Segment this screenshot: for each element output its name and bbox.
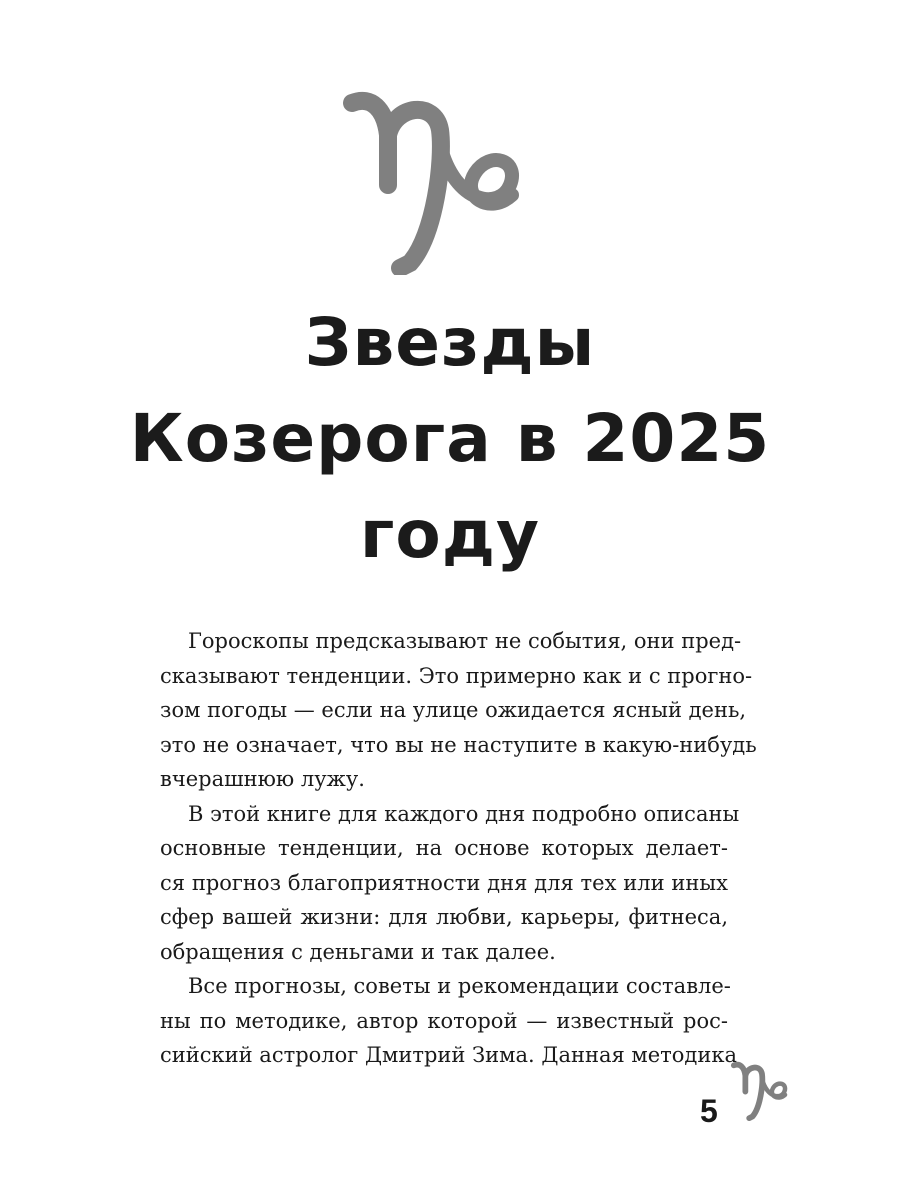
page-title: [0, 295, 900, 583]
text-line: Гороскопы предсказывают не события, они пред-: [188, 629, 742, 653]
text-line: ны по методике, автор которой — известный рос-: [160, 1008, 728, 1033]
paragraph-1: [160, 624, 757, 797]
text-line: вчерашнюю лужу.: [160, 767, 365, 791]
text-line: основные тенденции, на основе которых делает-: [160, 836, 728, 860]
text-line: ся прогноз благоприятности дня для тех или иных: [160, 870, 728, 895]
paragraph-3: [160, 969, 737, 1073]
text-line: сфер вашей жизни: для любви, карьеры, фитнеса,: [160, 905, 728, 929]
body-text: [160, 624, 757, 1073]
text-line: Все прогнозы, советы и рекомендации составле-: [188, 974, 731, 998]
capricorn-icon: [730, 1055, 794, 1125]
text-line: сказывают тенденции. Это примерно как и с прогно-: [160, 663, 753, 688]
text-line: это не означает, что вы не наступите в какую-нибудь: [160, 732, 757, 757]
page-number: 5: [700, 1093, 718, 1129]
text-line: обращения с деньгами и так далее.: [160, 939, 556, 964]
capricorn-icon: [340, 85, 540, 275]
text-line: сийский астролог Дмитрий Зима. Данная методика: [160, 1043, 737, 1067]
title-line-1: Звезды: [304, 304, 596, 381]
paragraph-2: [160, 797, 740, 970]
page-footer: [700, 1055, 800, 1135]
text-line: В этой книге для каждого дня подробно описаны: [188, 801, 740, 826]
title-line-2: Козерога в 2025: [129, 400, 771, 477]
title-line-3: году: [359, 496, 541, 573]
text-line: зом погоды — если на улице ожидается ясный день,: [160, 698, 747, 722]
